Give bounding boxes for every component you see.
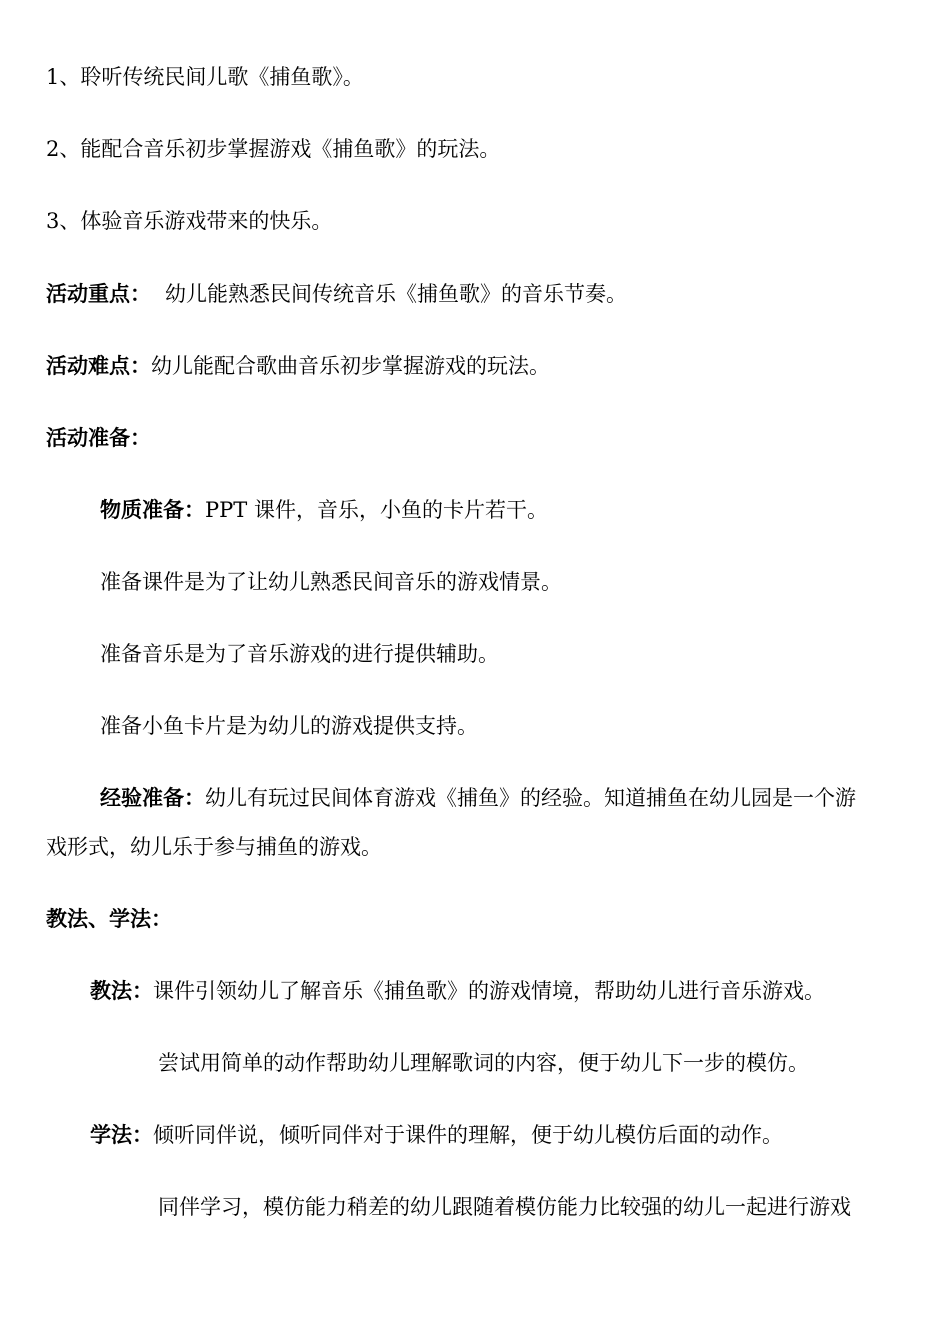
material-label: 物质准备： — [100, 497, 205, 522]
teaching-line1: 课件引领幼儿了解音乐《捕鱼歌》的游戏情境，帮助幼儿进行音乐游戏。 — [153, 979, 825, 1003]
objective-1: 1、聆听传统民间儿歌《捕鱼歌》。 — [46, 65, 364, 89]
teaching-line2: 尝试用简单的动作帮助幼儿理解歌词的内容，便于幼儿下一步的模仿。 — [158, 1051, 809, 1075]
experience-paragraph — [100, 783, 856, 813]
teaching-label: 教法： — [90, 978, 153, 1003]
difficulty-text: 幼儿能配合歌曲音乐初步掌握游戏的玩法。 — [151, 354, 550, 378]
learning-line1: 倾听同伴说，倾听同伴对于课件的理解，便于幼儿模仿后面的动作。 — [153, 1123, 783, 1147]
prep-note-2: 准备音乐是为了音乐游戏的进行提供辅助。 — [100, 642, 499, 666]
prep-note-1: 准备课件是为了让幼儿熟悉民间音乐的游戏情景。 — [100, 570, 562, 594]
experience-label: 经验准备： — [100, 785, 205, 810]
difficulty-label: 活动难点： — [46, 353, 151, 378]
key-point-paragraph — [46, 279, 627, 309]
prep-note-3: 准备小鱼卡片是为幼儿的游戏提供支持。 — [100, 714, 478, 738]
methods-heading: 教法、学法： — [46, 906, 172, 931]
experience-text-line1: 幼儿有玩过民间体育游戏《捕鱼》的经验。知道捕鱼在幼儿园是一个游 — [205, 786, 856, 810]
learning-label: 学法： — [90, 1122, 153, 1147]
experience-text-line2: 戏形式，幼儿乐于参与捕鱼的游戏。 — [46, 835, 382, 859]
material-paragraph — [100, 495, 548, 525]
difficulty-paragraph — [46, 351, 550, 381]
preparation-heading: 活动准备： — [46, 425, 151, 450]
objective-3: 3、体验音乐游戏带来的快乐。 — [46, 209, 333, 233]
material-text: PPT 课件，音乐，小鱼的卡片若干。 — [205, 498, 548, 522]
teaching-paragraph — [90, 976, 825, 1006]
objective-2: 2、能配合音乐初步掌握游戏《捕鱼歌》的玩法。 — [46, 137, 501, 161]
learning-line2: 同伴学习，模仿能力稍差的幼儿跟随着模仿能力比较强的幼儿一起进行游戏 — [158, 1195, 851, 1219]
learning-paragraph — [90, 1120, 783, 1150]
key-point-label: 活动重点： — [46, 281, 151, 306]
key-point-text: 幼儿能熟悉民间传统音乐《捕鱼歌》的音乐节奏。 — [165, 282, 627, 306]
